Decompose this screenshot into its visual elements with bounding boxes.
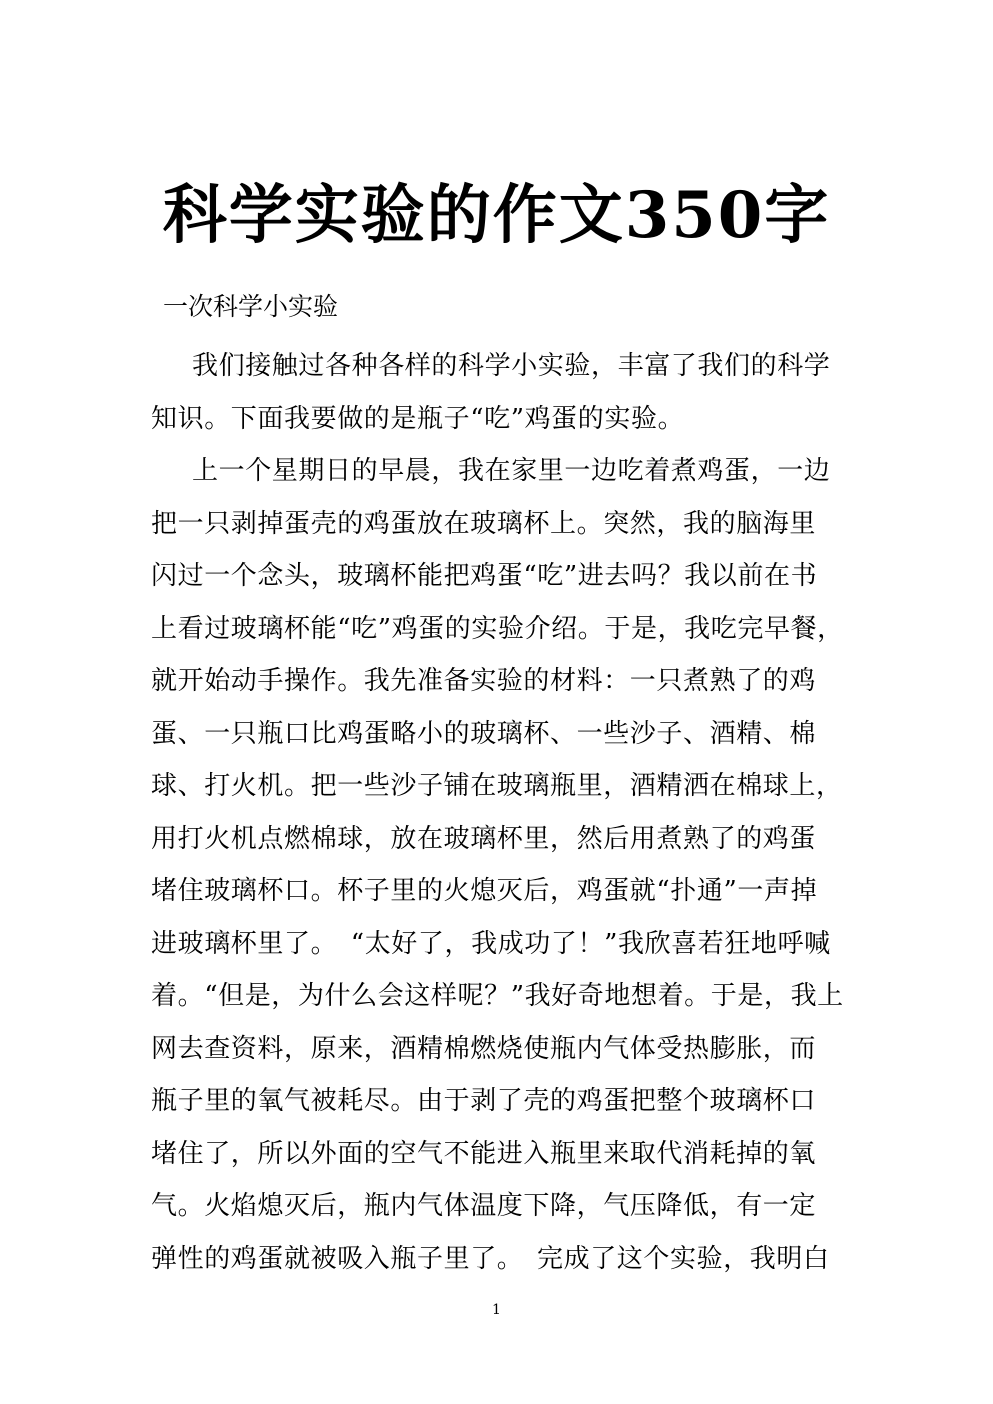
text-line: 蛋、一只瓶口比鸡蛋略小的玻璃杯、一些沙子、酒精、棉 (151, 718, 817, 749)
text-line: 气。火焰熄灭后，瓶内气体温度下降，气压降低，有一定 (151, 1191, 817, 1221)
text-line: 着。“但是，为什么会这样呢？”我好奇地想着。于是，我上 (151, 981, 844, 1011)
text-line: 我们接触过各种各样的科学小实验，丰富了我们的科学 (192, 351, 831, 381)
text-line: 进玻璃杯里了。 “太好了，我成功了！”我欣喜若狂地呼喊 (151, 928, 831, 959)
text-line: 上一个星期日的早晨，我在家里一边吃着煮鸡蛋，一边 (192, 456, 831, 486)
text-line: 上看过玻璃杯能“吃”鸡蛋的实验介绍。于是，我吃完早餐， (151, 613, 844, 644)
text-line: 堵住玻璃杯口。杯子里的火熄灭后，鸡蛋就“扑通”一声掉 (151, 876, 818, 906)
document-subtitle: 一次科学小实验 (163, 292, 339, 321)
body-text (151, 340, 851, 1285)
text-line: 闪过一个念头，玻璃杯能把鸡蛋“吃”进去吗？我以前在书 (151, 561, 818, 591)
document-title: 科学实验的作文350字 (162, 178, 831, 253)
text-line: 弹性的鸡蛋就被吸入瓶子里了。 完成了这个实验，我明白 (151, 1243, 830, 1274)
text-line: 知识。下面我要做的是瓶子“吃”鸡蛋的实验。 (151, 403, 685, 434)
text-line: 就开始动手操作。我先准备实验的材料：一只煮熟了的鸡 (151, 666, 817, 696)
text-line: 堵住了，所以外面的空气不能进入瓶里来取代消耗掉的氧 (151, 1138, 817, 1169)
text-line: 球、打火机。把一些沙子铺在玻璃瓶里，酒精洒在棉球上， (151, 771, 843, 801)
text-line: 把一只剥掉蛋壳的鸡蛋放在玻璃杯上。突然，我的脑海里 (151, 508, 817, 539)
text-line: 用打火机点燃棉球，放在玻璃杯里，然后用煮熟了的鸡蛋 (151, 823, 817, 854)
text-line: 网去查资料，原来，酒精棉燃烧使瓶内气体受热膨胀，而 (151, 1033, 817, 1064)
page-number: 1 (492, 1302, 501, 1318)
text-line: 瓶子里的氧气被耗尽。由于剥了壳的鸡蛋把整个玻璃杯口 (151, 1086, 817, 1116)
